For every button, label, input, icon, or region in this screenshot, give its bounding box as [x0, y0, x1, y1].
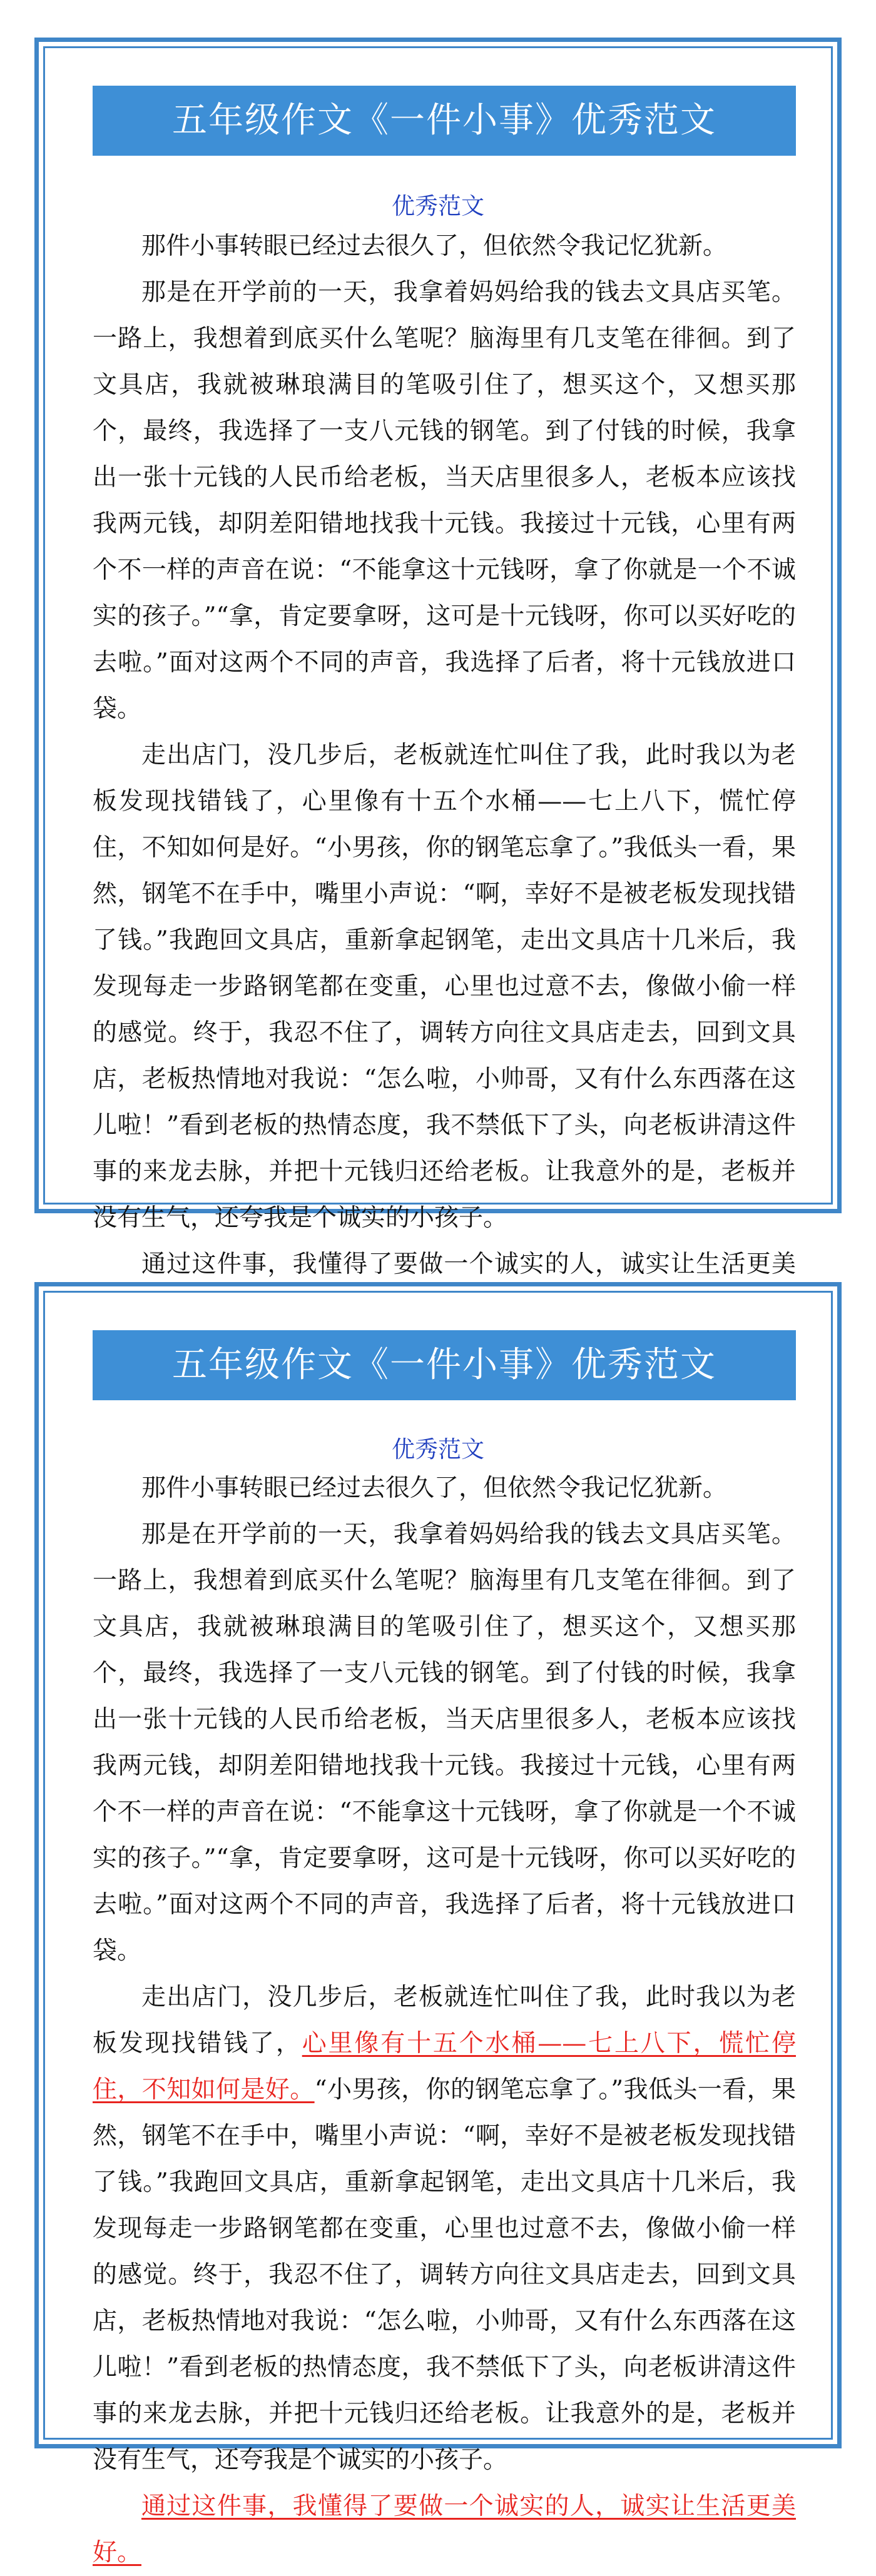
paragraph-3-lead: 走出店门，没几步后，老板就连忙叫住了我，此时我以为老板发现找错钱了， — [93, 1983, 796, 2058]
paragraph-1: 那件小事转眼已经过去很久了，但依然令我记忆犹新。 — [141, 232, 728, 260]
paragraph-3-rest: “小男孩，你的钢笔忘拿了。”我低头一看，果然，钢笔不在手中，嘴里小声说：“啊，幸好不是被老板发现找错了钱。”我跑回文具店，重新拿起钢笔，走出文具店十几米后，我发现每走一步路钢笔都在变重，心里也过意不去，像做小偷一样的感觉。终于，我忍不住了，调转方向往文具店走去，回到文具店，老板热情地对我说：“怎么啦，小帅哥，又有什么东西落在这儿啦！”看到老板的热情态度，我不禁低下了头，向老板讲清这件事的来龙去脉，并把十元钱归还给老板。让我意外的是，老板并没有生气，还夸我是个诚实的小孩子。 — [93, 2076, 796, 2474]
paragraph-3 — [93, 1974, 796, 2483]
section-subtitle: 优秀范文 — [392, 193, 484, 220]
paragraph-1: 那件小事转眼已经过去很久了，但依然令我记忆犹新。 — [141, 1474, 728, 1502]
card-inner-border — [43, 1291, 833, 2567]
paragraph-4 — [93, 2483, 796, 2576]
highlighted-sentence: 心里像有十五个水桶——七上八下，慌忙停住，不知如何是好。 — [93, 2029, 796, 2104]
paragraph-2: 那是在开学前的一天，我拿着妈妈给我的钱去文具店买笔。一路上，我想着到底买什么笔呢？脑海里有几支笔在徘徊。到了文具店，我就被琳琅满目的笔吸引住了，想买这个，又想买那个，最终，我选择了一支八元钱的钢笔。到了付钱的时候，我拿出一张十元钱的人民币给老板，当天店里很多人，老板本应该找我两元钱，却阴差阳错地找我十元钱。我接过十元钱，心里有两个不一样的声音在说：“不能拿这十元钱呀，拿了你就是一个不诚实的孩子。”“拿，肯定要拿呀，这可是十元钱呀，你可以买好吃的去啦。”面对这两个不同的声音，我选择了后者，将十元钱放进口袋。 — [93, 278, 796, 723]
paragraph-4: 通过这件事，我懂得了要做一个诚实的人，诚实让生活更美 — [141, 1250, 796, 1278]
paragraph-2: 那是在开学前的一天，我拿着妈妈给我的钱去文具店买笔。一路上，我想着到底买什么笔呢？脑海里有几支笔在徘徊。到了文具店，我就被琳琅满目的笔吸引住了，想买这个，又想买那个，最终，我选择了一支八元钱的钢笔。到了付钱的时候，我拿出一张十元钱的人民币给老板，当天店里很多人，老板本应该找我两元钱，却阴差阳错地找我十元钱。我接过十元钱，心里有两个不一样的声音在说：“不能拿这十元钱呀，拿了你就是一个不诚实的孩子。”“拿，肯定要拿呀，这可是十元钱呀，你可以买好吃的去啦。”面对这两个不同的声音，我选择了后者，将十元钱放进口袋。 — [93, 1520, 796, 1965]
essay-body — [93, 223, 796, 1334]
paragraph-3: 走出店门，没几步后，老板就连忙叫住了我，此时我以为老板发现找错钱了，心里像有十五个水桶——七上八下，慌忙停住，不知如何是好。“小男孩，你的钢笔忘拿了。”我低头一看，果然，钢笔不在手中，嘴里小声说：“啊，幸好不是被老板发现找错了钱。”我跑回文具店，重新拿起钢笔，走出文具店十几米后，我发现每走一步路钢笔都在变重，心里也过意不去，像做小偷一样的感觉。终于，我忍不住了，调转方向往文具店走去，回到文具店，老板热情地对我说：“怎么啦，小帅哥，又有什么东西落在这儿啦！”看到老板的热情态度，我不禁低下了头，向老板讲清这件事的来龙去脉，并把十元钱归还给老板。让我意外的是，老板并没有生气，还夸我是个诚实的小孩子。 — [93, 741, 796, 1232]
section-subtitle: 优秀范文 — [392, 1436, 484, 1463]
highlighted-conclusion: 通过这件事，我懂得了要做一个诚实的人，诚实让生活更美好。 — [93, 2492, 796, 2567]
essay-body — [93, 1465, 796, 2576]
title-banner: 五年级作文《一件小事》优秀范文 — [93, 1330, 796, 1400]
essay-card-annotated — [34, 1282, 842, 2567]
card-inner-border — [43, 46, 833, 1278]
title-banner: 五年级作文《一件小事》优秀范文 — [93, 86, 796, 156]
essay-card-plain — [34, 38, 842, 1278]
